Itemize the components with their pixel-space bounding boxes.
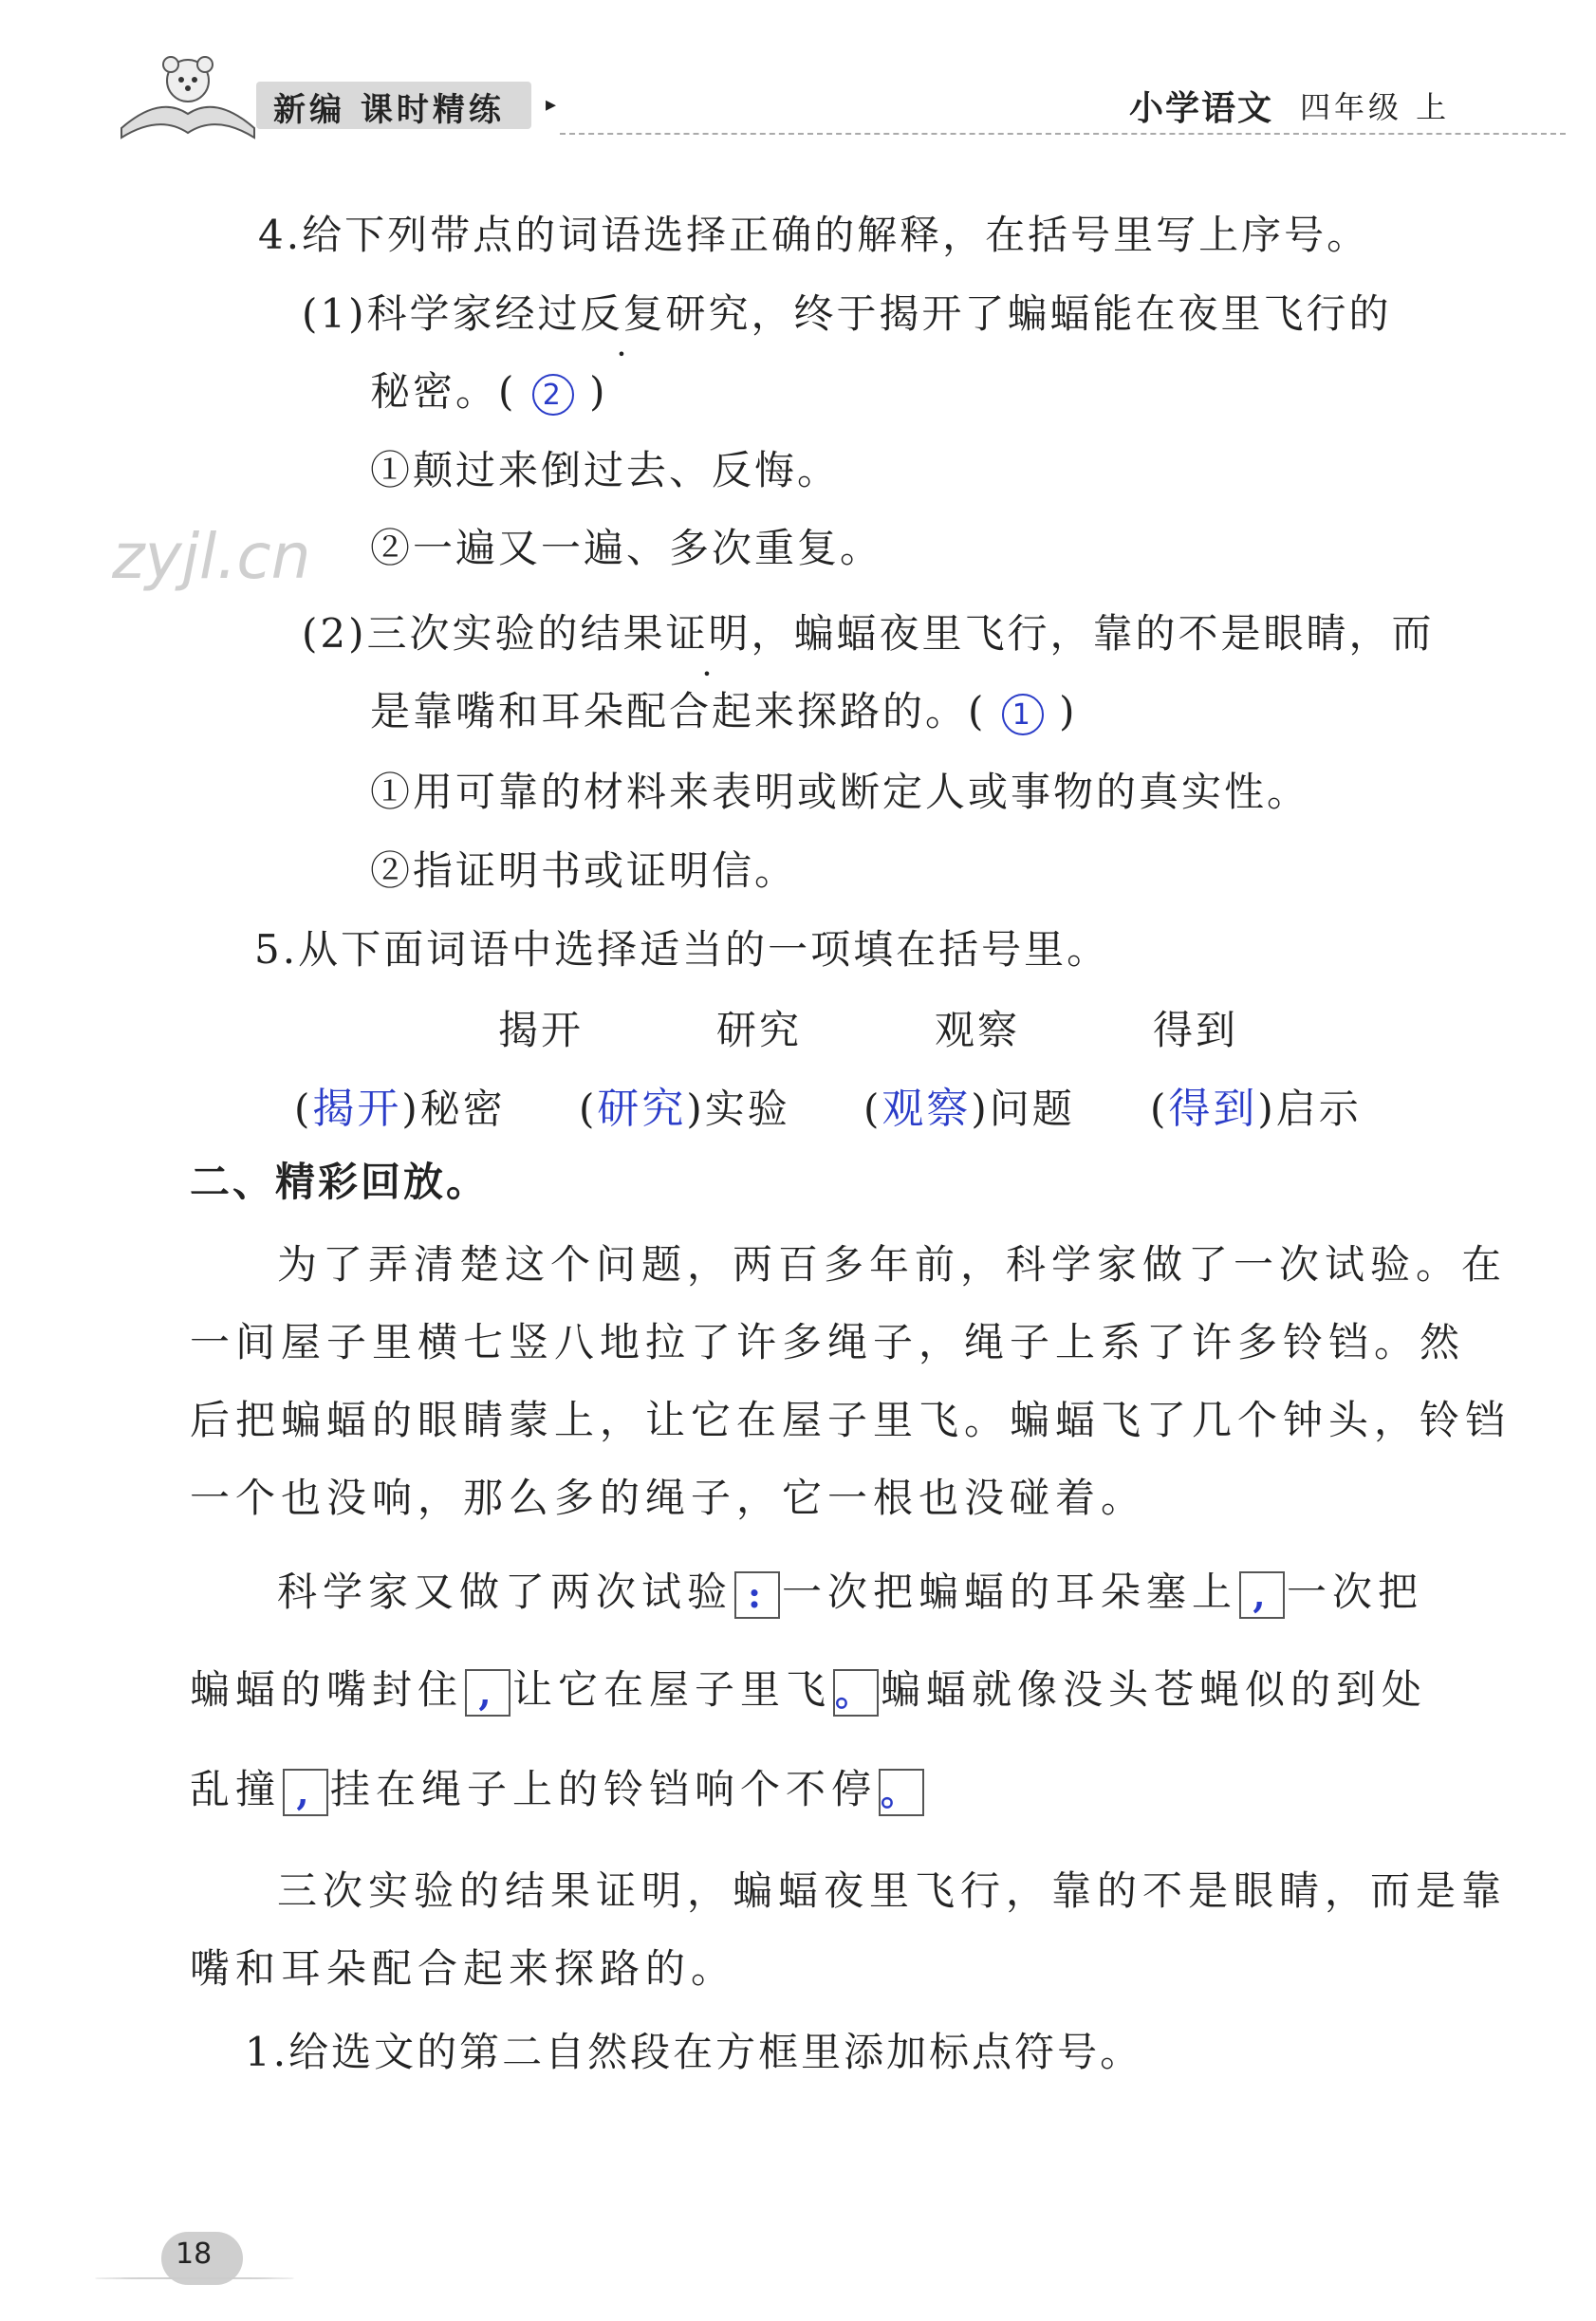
- q5-answer-0: 揭开: [312, 1085, 402, 1133]
- q5-answer-1: 研究: [597, 1085, 687, 1133]
- passage-p3-line2: 嘴和耳朵配合起来探路的。: [190, 1945, 737, 1992]
- page-number: 18: [176, 2237, 213, 2271]
- header-subject: 小学语文: [1129, 88, 1274, 128]
- q4-s1-answer: 2: [532, 374, 574, 416]
- q4-s2-option1: ①用可靠的材料来表明或断定人或事物的真实性。: [370, 769, 1310, 815]
- passage-p3-line1: 三次实验的结果证明，蝙蝠夜里飞行，靠的不是眼睛，而是靠: [277, 1867, 1508, 1914]
- book-bear-logo-icon: [112, 38, 264, 142]
- q5-answer-item-2: (观察)问题: [863, 1085, 1075, 1133]
- q4-s2-line1: (2)三次实验的结果证明，蝙蝠夜里飞行，靠的不是眼睛，而: [302, 610, 1435, 657]
- passage-p1-line4: 一个也没响，那么多的绳子，它一根也没碰着。: [190, 1475, 1147, 1521]
- q5-stem: 5.从下面词语中选择适当的一项填在括号里。: [254, 926, 1110, 973]
- passage-p1-line2: 一间屋子里横七竖八地拉了许多绳子，绳子上系了许多铃铛。然: [190, 1319, 1466, 1365]
- q4-s1-option2: ②一遍又一遍、多次重复。: [370, 525, 883, 571]
- q5-word-1: 研究: [716, 1007, 803, 1053]
- q5-answer-item-0: (揭开)秘密: [294, 1085, 506, 1133]
- punct-box-1[interactable]: :: [734, 1571, 780, 1619]
- passage-p1-line3: 后把蝙蝠的眼睛蒙上，让它在屋子里飞。蝙蝠飞了几个钟头，铃铛: [190, 1397, 1512, 1443]
- q5-word-3: 得到: [1153, 1007, 1239, 1053]
- section-2-title: 二、精彩回放。: [190, 1159, 490, 1205]
- punct-box-3[interactable]: ,: [465, 1669, 510, 1717]
- q4-s2-answer: 1: [1002, 694, 1044, 735]
- footer-swirl: [95, 2277, 294, 2279]
- q5-word-0: 揭开: [498, 1007, 585, 1053]
- header-arrow-icon: ▸: [546, 93, 557, 117]
- q4-s2-line2: 是靠嘴和耳朵配合起来探路的。( 1 ): [370, 688, 1078, 734]
- punct-box-5[interactable]: ,: [283, 1769, 328, 1816]
- q5-answer-3: 得到: [1168, 1085, 1258, 1133]
- section-2-question-1: 1.给选文的第二自然段在方框里添加标点符号。: [245, 2029, 1143, 2075]
- q4-s1-dotted-word: 反复: [580, 290, 666, 337]
- q4-s2-option2: ②指证明书或证明信。: [370, 847, 798, 894]
- punct-box-4[interactable]: 。: [833, 1669, 879, 1717]
- q5-word-2: 观察: [935, 1007, 1021, 1053]
- punct-box-6[interactable]: 。: [879, 1769, 924, 1816]
- header-grade: 四年级 上: [1300, 89, 1451, 125]
- q4-stem: 4.给下列带点的词语选择正确的解释，在括号里写上序号。: [258, 212, 1370, 258]
- q4-s2-dotted-word: 证明: [665, 610, 752, 657]
- passage-p2-line1: 科学家又做了两次试验 : 一次把蝙蝠的耳朵塞上 , 一次把: [277, 1561, 1423, 1619]
- header-divider: [560, 133, 1566, 135]
- q5-answer-item-3: (得到)启示: [1150, 1085, 1362, 1133]
- q4-s1-line1: (1)科学家经过反复研究，终于揭开了蝙蝠能在夜里飞行的: [302, 290, 1392, 337]
- header-series: 新编 课时精练: [273, 91, 505, 129]
- punct-box-2[interactable]: ,: [1239, 1571, 1285, 1619]
- q5-answer-2: 观察: [882, 1085, 972, 1133]
- passage-p2-line2: 蝙蝠的嘴封住 , 让它在屋子里飞 。蝙蝠就像没头苍蝇似的到处: [190, 1659, 1427, 1717]
- q4-s1-option1: ①颠过来倒过去、反悔。: [370, 447, 841, 493]
- watermark: zyjl.cn: [112, 520, 311, 593]
- passage-p1-line1: 为了弄清楚这个问题，两百多年前，科学家做了一次试验。在: [277, 1241, 1508, 1288]
- passage-p2-line3: 乱撞 , 挂在绳子上的铃铛响个不停 。: [190, 1758, 926, 1816]
- q5-answer-item-1: (研究)实验: [579, 1085, 790, 1133]
- q4-s1-line2: 秘密。( 2 ): [370, 368, 608, 415]
